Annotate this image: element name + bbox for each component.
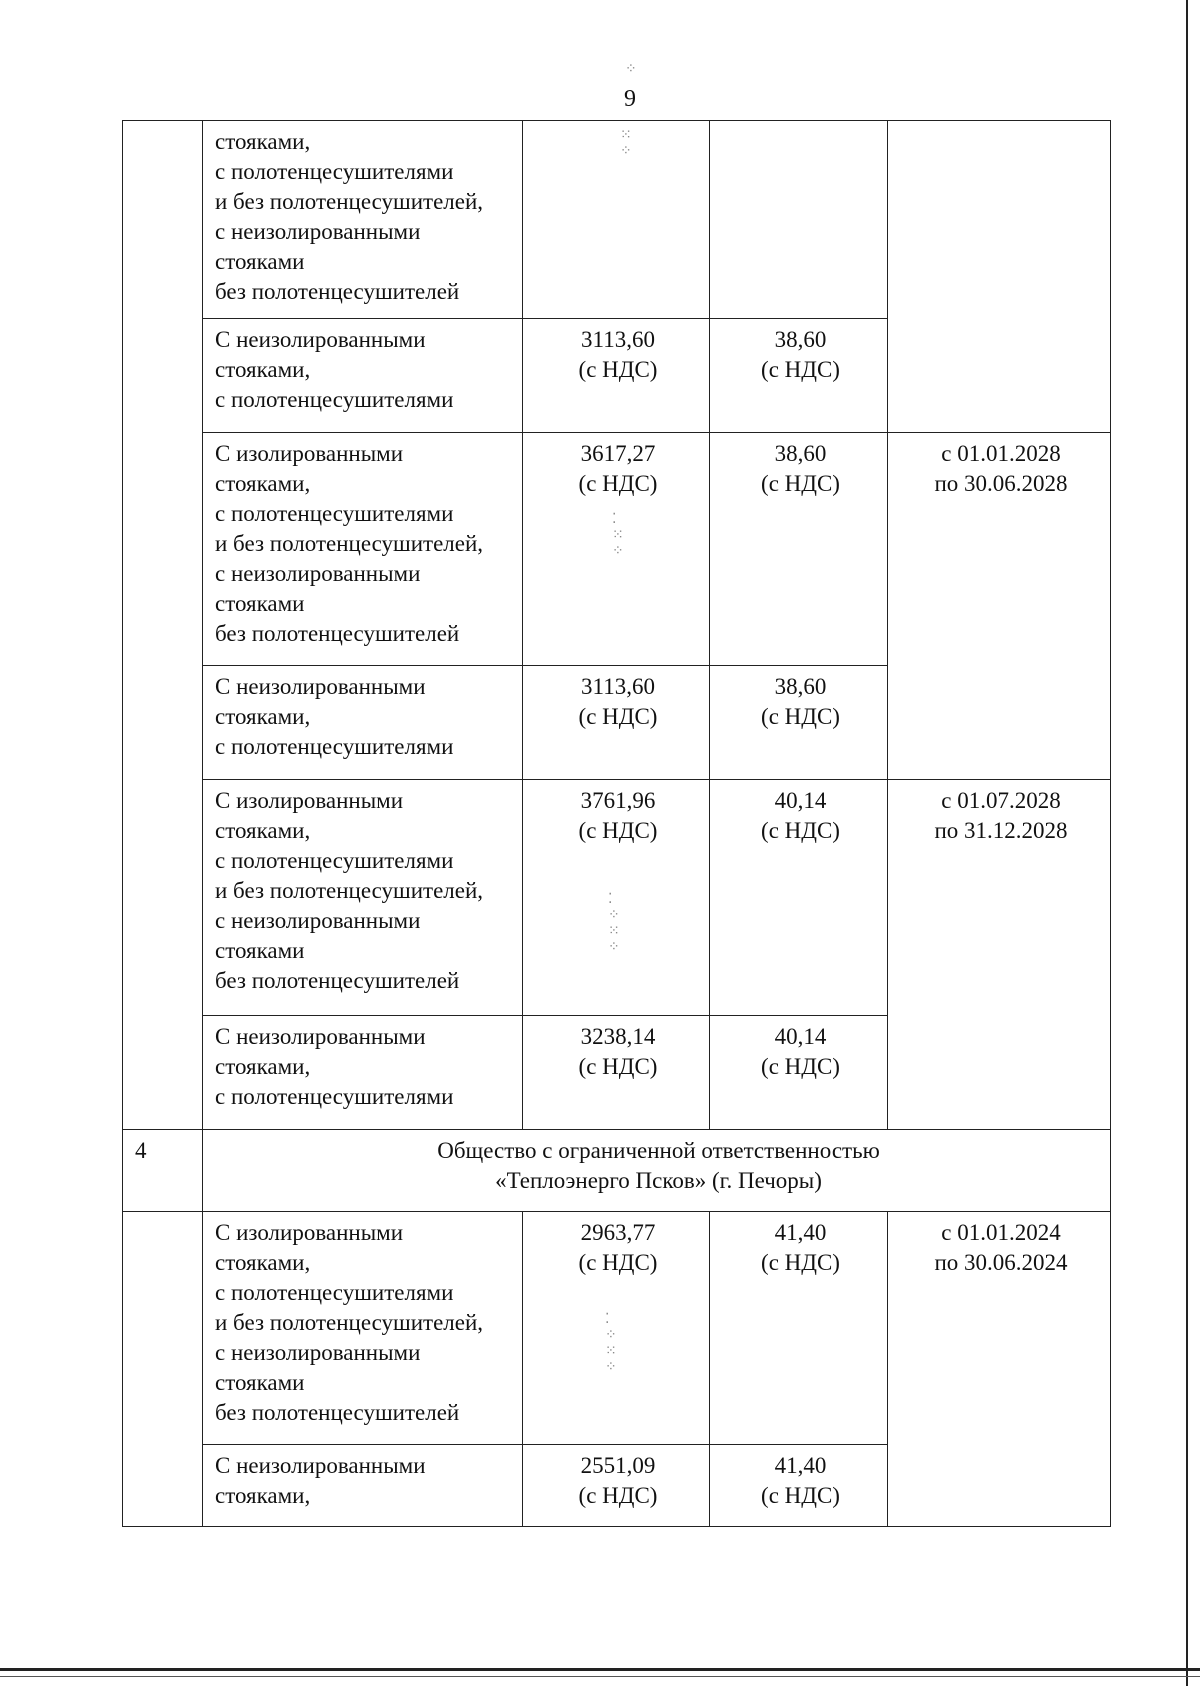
norm-cell xyxy=(710,666,888,780)
description-line: стояками, xyxy=(215,357,311,382)
norm-vat-note: (с НДС) xyxy=(761,1054,840,1079)
price-value: 3761,96 xyxy=(580,788,656,813)
scan-page-edge-bottom-secondary xyxy=(0,1676,1200,1677)
price-cell xyxy=(523,1016,710,1130)
organization-name-line: Общество с ограниченной ответственностью xyxy=(437,1138,880,1163)
price-vat-note: (с НДС) xyxy=(578,357,658,382)
description-line: С неизолированными xyxy=(215,674,426,699)
norm-value: 41,40 xyxy=(774,1220,827,1245)
price-vat-note: (с НДС) xyxy=(578,704,658,729)
table-row xyxy=(123,121,1111,319)
organization-name-cell xyxy=(203,1130,1111,1212)
price-vat-note: (с НДС) xyxy=(578,471,658,496)
norm-value: 38,60 xyxy=(774,674,827,699)
description-cell xyxy=(203,1212,523,1445)
stamp-artifact: ⁚ ⁘ ⁙ ⁘ xyxy=(608,892,621,955)
description-line: без полотенцесушителей xyxy=(215,1400,460,1425)
description-line: с полотенцесушителями xyxy=(215,387,454,412)
description-cell xyxy=(203,1445,523,1527)
period-start: с 01.07.2028 xyxy=(941,788,1061,813)
period-end: по 31.12.2028 xyxy=(934,818,1068,843)
price-vat-note: (с НДС) xyxy=(578,1250,658,1275)
price-vat-note: (с НДС) xyxy=(578,1054,658,1079)
stamp-artifact: ⁚ ⁘ ⁙ ⁘ xyxy=(605,1312,618,1375)
page-number: 9 xyxy=(624,86,636,112)
organization-name-line: «Теплоэнерго Псков» (г. Печоры) xyxy=(495,1168,822,1193)
price-cell xyxy=(523,319,710,433)
norm-value: 38,60 xyxy=(774,441,827,466)
description-cell xyxy=(203,666,523,780)
norm-cell xyxy=(710,121,888,319)
norm-vat-note: (с НДС) xyxy=(761,471,840,496)
description-line: с неизолированными xyxy=(215,1340,421,1365)
norm-vat-note: (с НДС) xyxy=(761,1250,840,1275)
price-value: 2963,77 xyxy=(580,1220,656,1245)
period-cell xyxy=(888,780,1111,1130)
norm-vat-note: (с НДС) xyxy=(761,1483,840,1508)
stamp-artifact: ⁚ ⁙ ⁘ xyxy=(612,512,625,559)
price-value: 3113,60 xyxy=(581,327,655,352)
description-cell xyxy=(203,780,523,1016)
price-cell xyxy=(523,1212,710,1445)
price-value: 3113,60 xyxy=(581,674,655,699)
description-line: с полотенцесушителями xyxy=(215,734,454,759)
scan-page-edge-bottom xyxy=(0,1668,1200,1671)
norm-value: 41,40 xyxy=(774,1453,827,1478)
price-cell xyxy=(523,121,710,319)
table-row xyxy=(123,433,1111,666)
price-cell xyxy=(523,1445,710,1527)
description-cell xyxy=(203,121,523,319)
description-line: и без полотенцесушителей, xyxy=(215,878,484,903)
norm-cell xyxy=(710,780,888,1016)
description-line: без полотенцесушителей xyxy=(215,621,460,646)
row-number-cell xyxy=(123,1212,203,1527)
tariff-table xyxy=(122,120,1111,1527)
description-line: без полотенцесушителей xyxy=(215,968,460,993)
description-line: стояками, xyxy=(215,1054,311,1079)
description-line: с полотенцесушителями xyxy=(215,848,454,873)
norm-vat-note: (с НДС) xyxy=(761,704,840,729)
description-line: с неизолированными xyxy=(215,219,421,244)
stamp-artifact: ⁘ xyxy=(625,62,638,77)
description-line: с полотенцесушителями xyxy=(215,159,454,184)
norm-cell xyxy=(710,1016,888,1130)
description-line: стояками, xyxy=(215,1250,311,1275)
price-cell xyxy=(523,666,710,780)
period-cell xyxy=(888,433,1111,780)
scan-page-edge-right xyxy=(1186,0,1188,1686)
period-end: по 30.06.2024 xyxy=(934,1250,1068,1275)
norm-vat-note: (с НДС) xyxy=(761,818,840,843)
description-line: и без полотенцесушителей, xyxy=(215,531,484,556)
price-value: 3238,14 xyxy=(580,1024,656,1049)
description-line: с полотенцесушителями xyxy=(215,501,454,526)
norm-cell xyxy=(710,1212,888,1445)
description-line: стояками, xyxy=(215,471,311,496)
price-value: 2551,09 xyxy=(580,1453,656,1478)
description-line: С неизолированными xyxy=(215,1453,426,1478)
description-line: стояками, xyxy=(215,818,311,843)
description-cell xyxy=(203,433,523,666)
period-start: с 01.01.2024 xyxy=(941,1220,1061,1245)
description-line: с полотенцесушителями xyxy=(215,1084,454,1109)
price-vat-note: (с НДС) xyxy=(578,818,658,843)
description-line: С неизолированными xyxy=(215,1024,426,1049)
description-line: с полотенцесушителями xyxy=(215,1280,454,1305)
row-number-cell xyxy=(123,121,203,1130)
norm-cell xyxy=(710,319,888,433)
price-cell xyxy=(523,780,710,1016)
organization-row xyxy=(123,1130,1111,1212)
row-number-cell: 4 xyxy=(123,1130,203,1212)
description-line: стояками, xyxy=(215,129,311,154)
description-cell xyxy=(203,1016,523,1130)
price-value: 3617,27 xyxy=(580,441,656,466)
description-line: и без полотенцесушителей, xyxy=(215,189,484,214)
period-end: по 30.06.2028 xyxy=(934,471,1068,496)
norm-value: 38,60 xyxy=(774,327,827,352)
norm-vat-note: (с НДС) xyxy=(761,357,840,382)
period-cell xyxy=(888,121,1111,433)
description-line: С изолированными xyxy=(215,788,404,813)
description-line: стояками xyxy=(215,249,305,274)
description-line: стояками, xyxy=(215,1483,311,1508)
description-line: и без полотенцесушителей, xyxy=(215,1310,484,1335)
norm-value: 40,14 xyxy=(774,788,827,813)
description-line: С изолированными xyxy=(215,441,404,466)
description-line: с неизолированными xyxy=(215,561,421,586)
description-cell xyxy=(203,319,523,433)
price-vat-note: (с НДС) xyxy=(578,1483,658,1508)
description-line: стояками xyxy=(215,938,305,963)
table-row xyxy=(123,1212,1111,1445)
description-line: стояками xyxy=(215,591,305,616)
norm-value: 40,14 xyxy=(774,1024,827,1049)
description-line: стояками, xyxy=(215,704,311,729)
description-line: с неизолированными xyxy=(215,908,421,933)
description-line: без полотенцесушителей xyxy=(215,279,460,304)
period-start: с 01.01.2028 xyxy=(941,441,1061,466)
price-cell xyxy=(523,433,710,666)
period-cell xyxy=(888,1212,1111,1527)
stamp-artifact: ⁙ ⁘ xyxy=(620,128,633,159)
description-line: стояками xyxy=(215,1370,305,1395)
norm-cell xyxy=(710,1445,888,1527)
description-line: С неизолированными xyxy=(215,327,426,352)
norm-cell xyxy=(710,433,888,666)
description-line: С изолированными xyxy=(215,1220,404,1245)
table-row xyxy=(123,780,1111,1016)
